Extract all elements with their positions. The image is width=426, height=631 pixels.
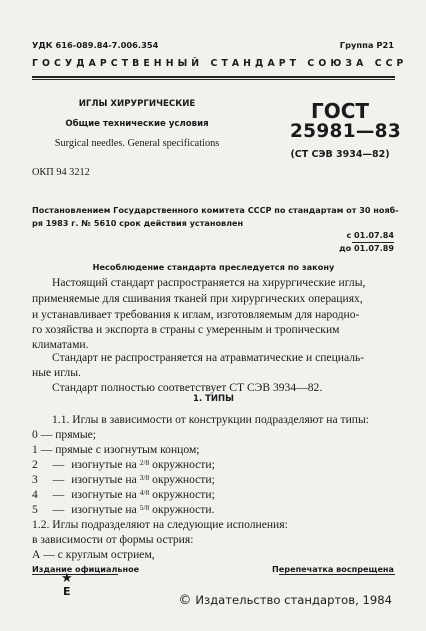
reprint-underline: [279, 574, 395, 575]
standard-subtitle: Общие технические условия: [65, 119, 209, 129]
type-item: 5 — изогнутые на $^{5/8}$ окружности.: [32, 503, 215, 516]
agency-heading: ГОСУДАРСТВЕННЫЙ СТАНДАРТ СОЮЗА ССР: [32, 58, 408, 69]
standard-title-english: Surgical needles. General specifications: [54, 138, 220, 149]
gost-label: ГОСТ: [310, 99, 370, 123]
group-code: Группа Р21: [339, 40, 394, 50]
fraction: 4/8: [139, 488, 150, 497]
type-item: 3 — изогнутые на $^{3/8}$ окружности;: [32, 473, 215, 486]
st-sev-reference: (СТ СЭВ 3934—82): [290, 149, 390, 160]
print-mark-letter: Е: [63, 585, 71, 598]
type-item: 2 — изогнутые на $^{2/8}$ окружности;: [32, 458, 215, 471]
decree-line-1: Постановлением Государственного комитета СССР по стандартам от 30 нояб-: [32, 205, 399, 215]
okp-code: ОКП 94 3212: [32, 167, 90, 178]
intro-paragraph-1-line-5: климатами.: [32, 338, 89, 351]
intro-paragraph-1-line-3: и устанавливает требования к иглам, изготовляемым для народно-: [32, 308, 360, 321]
copyright-notice: [178, 593, 392, 608]
official-edition-label: Издание официальное: [32, 564, 140, 574]
udk-code: УДК 616-089.84-7.006.354: [32, 40, 159, 50]
intro-paragraph-2-line-2: ные иглы.: [32, 366, 81, 379]
fraction: 3/8: [139, 473, 150, 482]
intro-paragraph-1-line-2: применяемые для сшивания тканей при хирургических операциях,: [32, 292, 363, 305]
clause-1-2-line-2: в зависимости от формы острия:: [32, 533, 194, 546]
fraction: 5/8: [139, 503, 150, 512]
decree-line-2: ря 1983 г. № 5610 срок действия установлен: [32, 218, 244, 228]
clause-1-1: 1.1. Иглы в зависимости от конструкции подразделяют на типы:: [52, 413, 370, 426]
copyright-icon: ©: [178, 593, 192, 608]
intro-paragraph-1-line-4: го хозяйства и экспорта в страны с умеренным и тропическим: [32, 323, 340, 336]
type-item: 4 — изогнутые на $^{4/8}$ окружности;: [32, 488, 215, 501]
reprint-prohibited-label: Перепечатка воспрещена: [272, 564, 394, 574]
intro-paragraph-3: Стандарт полностью соответствует СТ СЭВ 3934—82.: [52, 381, 323, 394]
clause-1-2-line-3: А — с круглым острием,: [32, 548, 155, 561]
penalty-notice: Несоблюдение стандарта преследуется по закону: [92, 262, 335, 272]
valid-from-date: с 01.07.84: [346, 230, 394, 240]
type-item: 0 — прямые;: [32, 428, 97, 441]
standard-title: ИГЛЫ ХИРУРГИЧЕСКИЕ: [78, 99, 196, 109]
type-item: 1 — прямые с изогнутым концом;: [32, 443, 200, 456]
edition-underline: [32, 574, 118, 575]
intro-paragraph-1-line-1: Настоящий стандарт распространяется на хирургические иглы,: [52, 276, 366, 289]
copyright-text: Издательство стандартов, 1984: [195, 593, 392, 607]
valid-to-date: до 01.07.89: [339, 243, 394, 253]
fraction: 2/8: [139, 458, 150, 467]
gost-number: 25981—83: [290, 121, 402, 142]
clause-1-2-line-1: 1.2. Иглы подразделяют на следующие исполнения:: [32, 518, 288, 531]
header-rule-thin: [32, 79, 395, 80]
star-icon: ★: [61, 570, 73, 585]
section-heading-types: 1. ТИПЫ: [193, 394, 234, 404]
header-rule-thick: [32, 76, 395, 78]
intro-paragraph-2-line-1: Стандарт не распространяется на атравматические и специаль-: [52, 351, 365, 364]
